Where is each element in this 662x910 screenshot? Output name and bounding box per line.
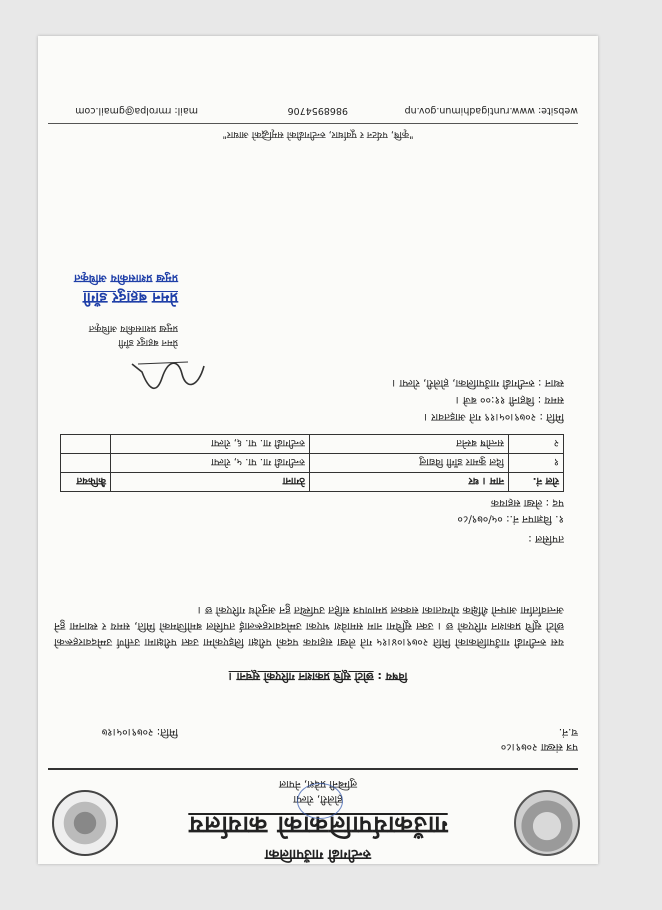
header-rule (48, 768, 578, 770)
footer-website: website: www.runtigadhimun.gov.np (404, 105, 578, 116)
header-roll: रोल नं. (509, 473, 564, 492)
municipality-name: रुन्टीगढी गाउँपालिका (265, 846, 371, 862)
meeting-time: समय : बिहानी ११:०० बजे । (455, 394, 564, 406)
dispatch-label: च.नं. (558, 726, 578, 738)
address-line-1: होलेरी, रोल्पा (293, 793, 343, 805)
date-label: मिति: (156, 726, 178, 738)
ref-value: २०७९।८० (500, 741, 538, 753)
table-header-row (61, 473, 564, 492)
cell-name: दिल कुमार डाँगी विद्यालु (310, 454, 509, 473)
cell-remarks (61, 454, 111, 473)
date-value: २०७९।०५।१७ (101, 726, 154, 738)
cell-remarks (61, 435, 111, 454)
stamp-signatory-designation: प्रमुख प्रशासकीय अधिकृत (74, 272, 178, 285)
ref-line (501, 740, 578, 754)
header-name: नाम । थर (310, 473, 509, 492)
cell-address: रुन्टीगढी गा. पा. ६, रोल्पा (111, 435, 310, 454)
ref-label: पत्र संख्या (540, 741, 578, 753)
stamp-signatory-name: प्रेमन बहादुर डाँगी (82, 289, 178, 307)
cell-name: सन्तोष बस्नेत (310, 435, 509, 454)
cell-roll: २ (509, 435, 564, 454)
footer-rule (48, 123, 578, 124)
header-address: ठेगाना (111, 473, 310, 492)
table-row (61, 454, 564, 473)
subject-text: छोटो सूचि प्रकाशन गरिएको सूचना । (228, 670, 374, 683)
advert-line: १. विज्ञापन नं.: ०५/०७९/८० (457, 513, 564, 525)
table-row (61, 435, 564, 454)
header-remarks: कैफियत (61, 473, 111, 492)
office-title: गाउँकार्यपालिकाको कार्यालय (188, 811, 448, 839)
footer-email: mail: rmrolpa@gmail.com (75, 105, 198, 116)
cell-address: रुन्टीगढी गा. पा. ५, रोल्पा (111, 454, 310, 473)
subject-line (38, 669, 598, 684)
dispatch-line (559, 725, 578, 739)
office-stamp-icon (297, 783, 343, 819)
candidate-table (60, 434, 564, 492)
address-line-2: लुम्बिनी प्रदेश, नेपाल (278, 778, 358, 790)
typed-signatory-name: प्रेमन बहादुर डाँगी (118, 337, 178, 348)
typed-signatory-designation: प्रमुख प्रशासकीय अधिकृत (88, 323, 178, 334)
body-paragraph: यस रुन्टीगढी गाउँपालिकाको मिति २०७९।०४।१५ गते लेखा सहायक पदको परीक्षा लिइएकोमा उक्त परीक्षामा उत्तीर्ण उम्मेदवारहरूको छोटो सूचि प्रकाशन गरिएको छ । उक्त सूचिमा नाम समावेश भएका उम्मेदवारहरूलाई तपसिल बमोजिमको मिति, समय र स्थानमा हुने अन्तर्वार्तामा आफ्नो शैक्षिक योग्यताका सक्कल प्रमाणपत्र सहित उपस्थित हुन अनुरोध गरिएको छ । (54, 604, 564, 648)
meeting-place: स्थान : रुन्टीगढी गाउँपालिका, होलेरी, रोल्पा । (392, 377, 564, 389)
cell-roll: १ (509, 454, 564, 473)
signature-scribble-icon (128, 354, 208, 394)
date-line (102, 725, 178, 739)
footer-phone: 9868954706 (287, 105, 348, 116)
post-line: पद : लेखा सहायक (490, 497, 564, 509)
tapsil-label: तपसिल : (528, 533, 564, 545)
letter-sheet (38, 36, 598, 864)
footer-slogan: "कृषि, पर्यटन र पूर्वाधार, रुन्टीगढीको समृद्धिको आधार" (222, 129, 414, 140)
subject-label: विषय : (377, 670, 408, 683)
meeting-date: मिति : २०७९।०५।१९ गते आइतवार । (423, 411, 564, 423)
